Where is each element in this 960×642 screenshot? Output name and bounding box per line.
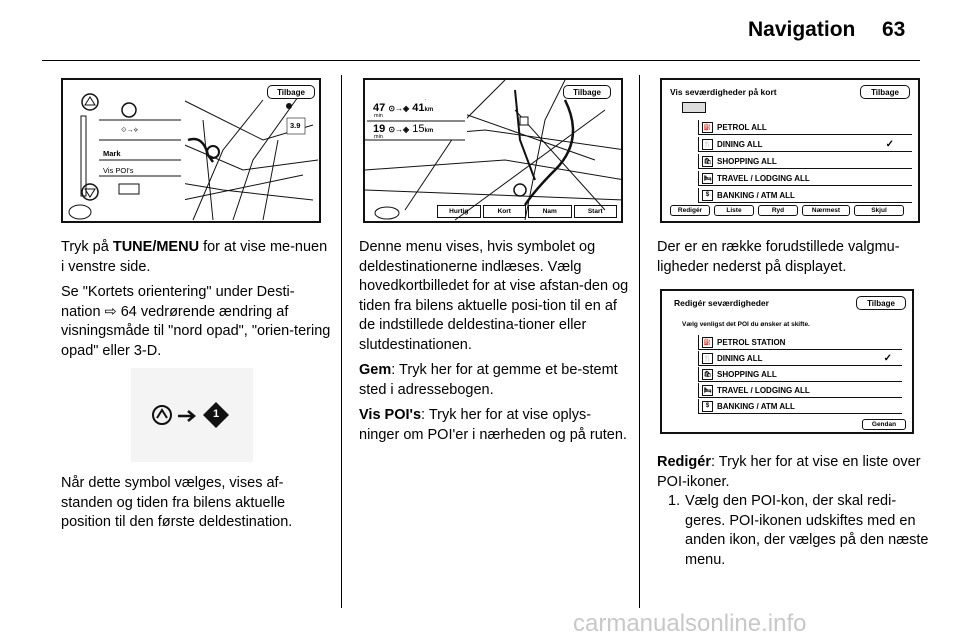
edit-poi-item-5[interactable]	[698, 399, 902, 414]
edit-poi-label-5: BANKING / ATM ALL	[717, 401, 795, 411]
poi-label-3: SHOPPING ALL	[717, 156, 777, 166]
poi-item-5[interactable]	[698, 188, 912, 203]
poi-label-4: TRAVEL / LODGING ALL	[717, 173, 810, 183]
col1-p1-pre: Tryk på	[61, 239, 113, 255]
check-icon: ✓	[885, 138, 894, 150]
category-icons	[682, 102, 706, 113]
row2-km: 15	[412, 123, 425, 135]
poi-label-2: DINING ALL	[717, 139, 763, 149]
edit-poi-label-4: TRAVEL / LODGING ALL	[717, 385, 810, 395]
waypoint-number-badge: 1	[212, 408, 220, 420]
map-lines	[63, 80, 321, 223]
poi-item-2[interactable]	[698, 137, 912, 152]
naermest-button[interactable]: Nærmest	[802, 205, 850, 216]
edit-poi-item-1[interactable]	[698, 335, 902, 350]
col2-text	[359, 238, 631, 451]
col1-para-3: Når dette symbol vælges, vises af-standen og tiden fra bilens aktuelle position til den første deldestination.	[61, 475, 293, 530]
numbered-list-item-1	[668, 492, 930, 570]
row2-min-label: min	[374, 134, 383, 140]
gendan-button[interactable]: Gendan	[862, 419, 906, 430]
mark-menu-item[interactable]: Mark	[103, 149, 121, 158]
row2-arrow-icon: ⊙→◈	[388, 125, 410, 134]
col2-para-1: Denne menu vises, hvis symbolet og deldestinationerne indlæses. Vælg hovedkortbilledet for at vise afstan-den og tiden fra bilens aktuelle posi-tion til en af de indstillede deldestina-tioner eller slutdestinationen.	[359, 239, 629, 353]
back-button-2[interactable]: Tilbage	[563, 85, 611, 99]
col3-para-1: Der er en række forudstillede valgmu-ligheder nederst på displayet.	[657, 239, 900, 275]
check-icon: ✓	[883, 352, 892, 364]
poi-label-1: PETROL ALL	[717, 122, 767, 132]
rediger-desc: : Tryk her for at vise en liste over POI-ikoner.	[657, 454, 921, 490]
poi-label-5: BANKING / ATM ALL	[717, 190, 795, 200]
edit-subtitle: Vælg venligst det POI du ønsker at skifte.	[682, 321, 810, 328]
list-number: 1.	[668, 493, 681, 509]
lodging-icon: 🛏	[702, 173, 713, 184]
liste-button[interactable]: Liste	[714, 205, 754, 216]
edit-poi-screen	[660, 289, 914, 434]
row1-arrow-icon: ⊙→◈	[388, 104, 410, 113]
petrol-icon: ⛽	[702, 337, 713, 348]
hurtig-button[interactable]: Hurtig	[437, 205, 481, 218]
row1-km-unit: km	[424, 107, 434, 113]
rediger-term: Redigér	[657, 454, 711, 470]
col1-text-2	[61, 474, 331, 539]
page-header-title: Navigation	[748, 18, 856, 41]
col1-para-1	[61, 238, 331, 277]
edit-poi-item-4[interactable]	[698, 383, 902, 398]
route-distance-screen	[363, 78, 623, 223]
watermark: carmanualsonline.info	[573, 610, 807, 637]
back-button-4[interactable]: Tilbage	[856, 296, 906, 310]
bank-icon: $	[702, 190, 713, 201]
poi-item-1[interactable]	[698, 120, 912, 135]
vis-pois-desc: : Tryk her for at vise oplys-ninger om POI'er i nærheden og på ruten.	[359, 407, 627, 443]
vis-pois-menu-item[interactable]: Vis POI's	[103, 166, 134, 175]
start-button[interactable]: Start	[574, 205, 618, 218]
waypoint-symbol-image	[131, 368, 253, 462]
shopping-icon: 🛍	[702, 369, 713, 380]
header-rule	[42, 60, 920, 61]
col1-para-2: Se "Kortets orientering" under Desti-nation ⇨ 64 vedrørende ændring af visningsmåde til "nord opad", "orien-tering opad" eller 3-D.	[61, 284, 331, 359]
edit-screen-title: Redigér seværdigheder	[674, 298, 769, 308]
svg-text:⟐→⟡: ⟐→⟡	[121, 127, 139, 134]
waypoint-arrow-icon	[131, 368, 253, 462]
edit-poi-label-3: SHOPPING ALL	[717, 369, 777, 379]
nav-menu-screen	[61, 78, 321, 223]
gem-desc: : Tryk her for at gemme et be-stemt sted i adressebogen.	[359, 362, 618, 398]
rediger-button[interactable]: Redigér	[670, 205, 710, 216]
bank-icon: $	[702, 401, 713, 412]
col3-para-rediger	[657, 453, 932, 492]
edit-poi-label-1: PETROL STATION	[717, 337, 786, 347]
edit-poi-label-2: DINING ALL	[717, 353, 763, 363]
gem-term: Gem	[359, 362, 392, 378]
ryd-button[interactable]: Ryd	[758, 205, 798, 216]
scale-label: 3.9	[290, 121, 301, 130]
page-number: 63	[882, 18, 906, 41]
row1-min-label: min	[374, 113, 383, 119]
dining-icon: 🍴	[702, 353, 713, 364]
vis-pois-term: Vis POI's	[359, 407, 422, 423]
back-button-3[interactable]: Tilbage	[860, 85, 910, 99]
edit-poi-item-3[interactable]	[698, 367, 902, 382]
list-text: Vælg den POI-kon, der skal redi-geres. POI-ikonen udskiftes med en anden ikon, der vælges på den næste menu.	[685, 493, 929, 568]
col3-text-1	[657, 238, 932, 283]
edit-poi-item-2[interactable]	[698, 351, 902, 366]
nam-button[interactable]: Nam	[528, 205, 572, 218]
show-poi-screen	[660, 78, 920, 223]
col2-para-vis	[359, 406, 631, 445]
back-button[interactable]: Tilbage	[267, 85, 315, 99]
col1-text	[61, 238, 331, 367]
dining-icon: 🍴	[702, 139, 713, 150]
col1-p1-post: for at vise me-nuen i venstre side.	[61, 239, 328, 275]
lodging-icon: 🛏	[702, 385, 713, 396]
shopping-icon: 🛍	[702, 156, 713, 167]
column-divider-1	[341, 75, 342, 608]
row2-minutes: 19	[373, 123, 386, 135]
screen-title: Vis seværdigheder på kort	[670, 87, 777, 97]
col2-para-gem	[359, 361, 631, 400]
row2-km-unit: km	[424, 128, 434, 134]
poi-item-3[interactable]	[698, 154, 912, 169]
kort-button[interactable]: Kort	[483, 205, 527, 218]
column-divider-2	[639, 75, 640, 608]
row1-minutes: 47	[373, 102, 386, 114]
bottom-button-bar	[437, 205, 617, 218]
skjul-button[interactable]: Skjul	[854, 205, 904, 216]
poi-item-4[interactable]	[698, 171, 912, 186]
tune-menu-term: TUNE/MENU	[112, 239, 200, 255]
petrol-icon: ⛽	[702, 122, 713, 133]
row1-km: 41	[412, 102, 425, 114]
